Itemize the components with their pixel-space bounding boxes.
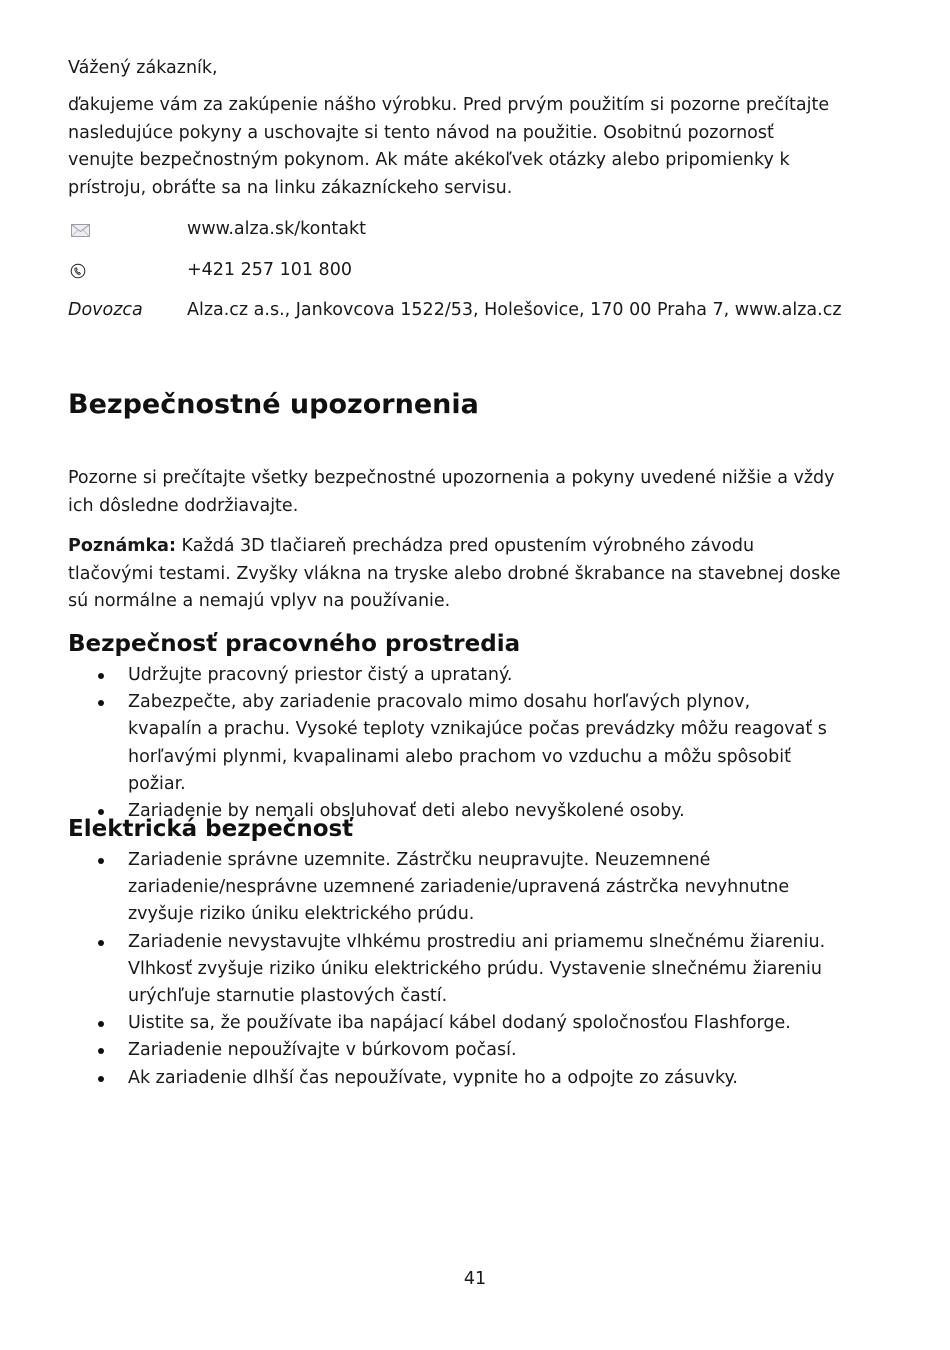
note-label: Poznámka:: [68, 536, 176, 556]
note-text: Každá 3D tlačiareň prechádza pred opustením výrobného závodu tlačovými testami. Zvyšky vlákna na tryske alebo drobné škrabance na stavebnej doske sú normálne a nemajú vplyv na používanie.: [68, 536, 841, 611]
list-item-text: Zariadenie by nemali obsluhovať deti alebo nevyškolené osoby.: [128, 801, 685, 822]
electrical-heading: Elektrická bezpečnosť: [68, 816, 354, 842]
list-item-text: Zariadenie nepoužívajte v búrkovom počasí.: [128, 1040, 517, 1061]
bullet-icon: [98, 1021, 104, 1027]
mail-icon: [68, 216, 178, 243]
importer-value: Alza.cz a.s., Jankovcova 1522/53, Holešovice, 170 00 Praha 7, www.alza.cz: [187, 300, 842, 320]
bullet-icon: [98, 1076, 104, 1082]
list-item: [68, 929, 828, 1011]
safety-heading: Bezpečnostné upozornenia: [68, 389, 479, 420]
workplace-heading: Bezpečnosť pracovného prostredia: [68, 631, 521, 657]
contact-row-web: [68, 216, 848, 243]
contact-row-importer: [68, 297, 848, 324]
list-item: [68, 689, 828, 798]
list-item: [68, 1010, 828, 1037]
bullet-icon: [98, 673, 104, 679]
list-item-text: Ak zariadenie dlhší čas nepoužívate, vypnite ho a odpojte zo zásuvky.: [128, 1067, 738, 1088]
bullet-icon: [98, 1048, 104, 1054]
greeting: Vážený zákazník,: [68, 58, 218, 78]
contact-web-link[interactable]: www.alza.sk/kontakt: [187, 219, 366, 239]
list-item-text: Uistite sa, že používate iba napájací kábel dodaný spoločnosťou Flashforge.: [128, 1013, 791, 1034]
bullet-icon: [98, 700, 104, 706]
list-item-text: Zabezpečte, aby zariadenie pracovalo mimo dosahu horľavých plynov, kvapalín a prachu. Vysoké teploty vznikajúce počas prevádzky môžu reagovať s horľavými plynmi, kvapalinami alebo prachom vo vzduchu a môžu spôsobiť požiar.: [128, 692, 827, 794]
page-number: 41: [463, 1269, 487, 1289]
list-item: [68, 847, 828, 929]
intro-paragraph: ďakujeme vám za zakúpenie nášho výrobku. Pred prvým použitím si pozorne prečítajte nasledujúce pokyny a uschovajte si tento návod na použitie. Osobitnú pozornosť venujte bezpečnostným pokynom. Ak máte akékoľvek otázky alebo pripomienky k prístroju, obráťte sa na linku zákazníckeho servisu.: [68, 95, 830, 198]
bullet-icon: [98, 858, 104, 864]
bullet-icon: [98, 940, 104, 946]
workplace-list: [68, 662, 848, 825]
electrical-list: [68, 847, 848, 1092]
phone-icon: [68, 257, 178, 284]
importer-label: Dovozca: [68, 300, 143, 320]
safety-intro-paragraph: Pozorne si prečítajte všetky bezpečnostné upozornenia a pokyny uvedené nižšie a vždy ich dôsledne dodržiavajte.: [68, 468, 835, 516]
safety-note-paragraph: [68, 533, 843, 616]
contact-row-phone: [68, 257, 848, 284]
list-item-text: Zariadenie správne uzemnite. Zástrčku neupravujte. Neuzemnené zariadenie/nesprávne uzemnené zariadenie/upravená zástrčka nevyhnutne zvyšuje riziko úniku elektrického prúdu.: [128, 850, 790, 925]
list-item-text: Udržujte pracovný priestor čistý a uprataný.: [128, 665, 513, 685]
list-item: [68, 662, 828, 689]
list-item-text: Zariadenie nevystavujte vlhkému prostrediu ani priamemu slnečnému žiareniu. Vlhkosť zvyšuje riziko úniku elektrického prúdu. Vystavenie slnečnému žiareniu urýchľuje starnutie plastových častí.: [128, 931, 826, 1007]
contact-phone-value: +421 257 101 800: [187, 260, 352, 280]
list-item: [68, 1065, 828, 1092]
list-item: [68, 1037, 828, 1064]
